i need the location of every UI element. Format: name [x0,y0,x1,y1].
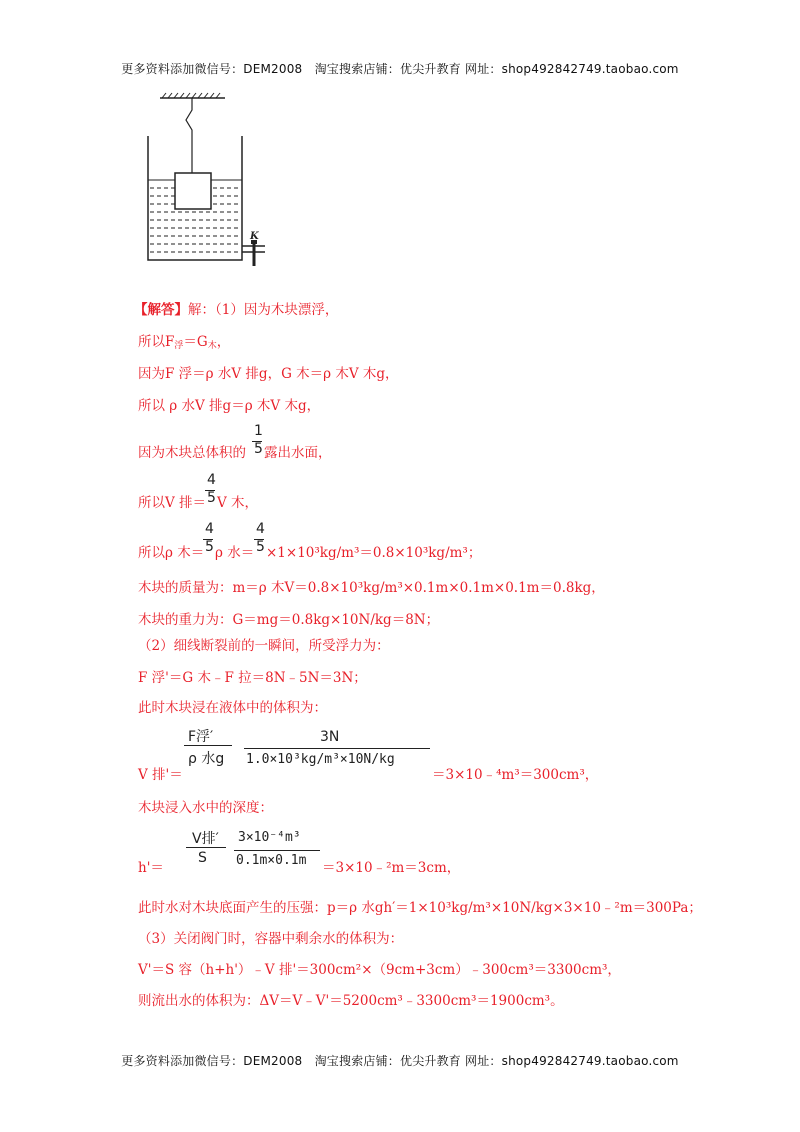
page-footer: 更多资料添加微信号：DEM2008 淘宝搜索店铺：优尖升教育 网址：shop492842749.taobao.com [121,1054,679,1068]
line-17: （3）关闭阀门时，容器中剩余水的体积为： [138,931,404,947]
line-6b: V 木， [217,495,259,511]
frac-8-den: 0.1m×0.1m [236,853,307,868]
line-14: 木块浸入水中的深度： [138,800,273,816]
line-5b: 露出水面， [264,445,332,461]
answer-tag: 【解答】 [134,302,188,318]
frac-5-den: ρ 水g [188,751,225,767]
line-7a: 所以ρ 木＝ [138,545,205,561]
container-diagram [140,88,280,273]
frac-6-num: 3N [320,729,340,745]
line-8: 木块的质量为：m＝ρ 木V＝0.8×10³kg/m³×0.1m×0.1m×0.1m＝0.8kg， [138,580,605,596]
frac-8-num: 3×10⁻⁴m³ [238,830,301,845]
string [186,98,192,173]
line-11: F 浮'＝G 木﹣F 拉＝8N﹣5N＝3N； [138,670,367,686]
frac-4-num: 4 [256,521,265,537]
line-2-sub2: 木 [207,341,217,351]
line-2c: ， [216,334,231,350]
line-7c: ×1×10³kg/m³＝0.8×10³kg/m³； [266,545,482,561]
frac-2-den: 5 [207,490,216,506]
frac-7-den: S [198,850,207,866]
line-5a: 因为木块总体积的 [138,445,246,461]
frac-2-num: 4 [207,472,216,488]
line-16: 此时水对木块底面产生的压强：p＝ρ 水gh′＝1×10³kg/m³×10N/kg×3×10﹣²m＝300Pa； [138,900,702,916]
frac-7-num: V排′ [192,831,219,847]
frac-4-den: 5 [256,539,265,555]
line-10: （2）细线断裂前的一瞬间，所受浮力为： [138,638,390,654]
line-15a: h'＝ [138,860,164,876]
frac-6-den: 1.0×10³kg/m³×10N/kg [246,752,395,767]
line-9: 木块的重力为：G＝mg＝0.8kg×10N/kg＝8N； [138,612,440,628]
line-2a: 所以F [138,334,175,350]
line-19: 则流出水的体积为：ΔV＝V﹣V'＝5200cm³﹣3300cm³＝1900cm³。 [138,993,564,1009]
page-header: 更多资料添加微信号：DEM2008 淘宝搜索店铺：优尖升教育 网址：shop492842749.taobao.com [121,62,679,76]
line-1: 解：（1）因为木块漂浮， [188,302,339,318]
line-2-sub: 浮 [174,341,184,351]
frac-3-num: 4 [205,521,214,537]
line-13b: ＝3×10﹣⁴m³＝300cm³， [432,767,599,783]
line-2b: ＝G [183,334,208,350]
line-13a: V 排'＝ [138,767,183,783]
line-4: 所以 ρ 水V 排g＝ρ 木V 木g， [138,398,321,414]
line-15b: ＝3×10﹣²m＝3cm， [322,860,461,876]
frac-3-den: 5 [205,539,214,555]
wooden-block [175,173,211,209]
line-12: 此时木块浸在液体中的体积为： [138,700,327,716]
line-6a: 所以V 排＝ [138,495,207,511]
line-18: V'＝S 容（h+h'）﹣V 排'＝300cm²×（9cm+3cm）﹣300cm³＝3300cm³， [138,962,621,978]
frac-1-den: 5 [254,441,263,457]
line-3: 因为F 浮＝ρ 水V 排g，G 木＝ρ 木V 木g， [138,366,399,382]
line-7b: ρ 水＝ [215,545,255,561]
valve-label: K [250,231,259,242]
frac-5-num: F浮′ [188,729,214,745]
frac-1-num: 1 [254,423,263,439]
